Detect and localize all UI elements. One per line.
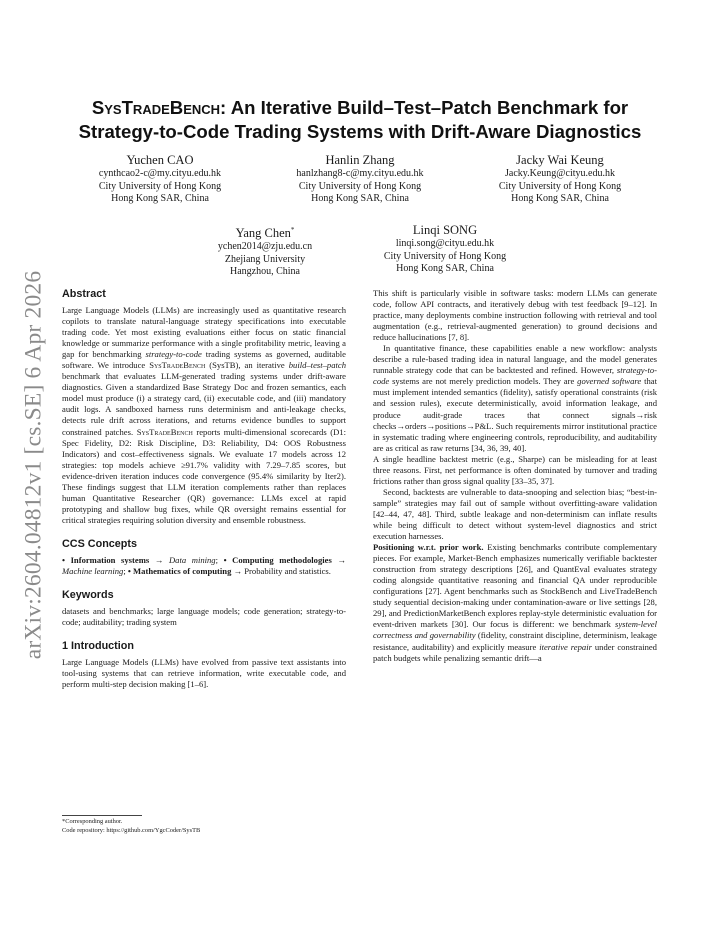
intro-text: Large Language Models (LLMs) have evolved from passive text assistants into tool-using systems that can retrieve information, write executable code, and perform multi-step decision making [1–6].	[62, 657, 346, 690]
author-affiliation: City University of Hong Kong	[498, 180, 622, 192]
author-name: Jacky Wai Keung	[516, 153, 604, 167]
abstract-heading: Abstract	[62, 288, 106, 300]
paragraph: A single headline backtest metric (e.g., Sharpe) can be misleading for at least three reasons. First, net performance is often dominated by turnover and trading frictions rather than gross signal quality [33–35, 37].	[373, 453, 657, 486]
author-block	[60, 153, 260, 206]
author-location: Hong Kong SAR, China	[396, 263, 494, 274]
title-line2: Strategy-to-Code Trading Systems with Drift-Aware Diagnostics	[78, 121, 642, 142]
right-column	[373, 288, 657, 664]
author-affiliation: City University of Hong Kong	[298, 180, 422, 192]
author-location: Hong Kong SAR, China	[311, 193, 409, 204]
author-block	[355, 223, 535, 279]
author-row-1	[60, 153, 660, 206]
author-row-2	[175, 223, 535, 279]
corresponding-mark: *	[290, 226, 295, 234]
author-block	[260, 153, 460, 206]
title-line1-rest: : An Iterative Build–Test–Patch Benchmark for	[220, 97, 629, 118]
author-affiliation: City University of Hong Kong	[383, 250, 507, 262]
intro-heading: 1 Introduction	[62, 640, 134, 653]
author-name: Linqi SONG	[412, 223, 478, 237]
author-email: ychen2014@zju.edu.cn	[217, 241, 313, 253]
author-name: Yang Chen*	[235, 226, 295, 241]
author-name: Yuchen CAO	[126, 153, 194, 167]
author-block	[175, 223, 355, 279]
paragraph: Second, backtests are vulnerable to data-snooping and selection bias; “best-in-sample” strategies may fail out of sample without overfitting-aware validation [42–44, 47, 48]. Third, subtle leakage and non-determinism can inflate results while being difficult to detect without system-level diagnostics and strict execution harnesses.	[373, 486, 657, 542]
paragraph: In quantitative finance, these capabilities enable a new workflow: analysts describe a rule-based trading idea in natural language, and the model generates runnable strategy code that can be backtested and refined. However, strategy-to-code systems are not merely prediction models. They are governed software that must implement intended semantics (fidelity), satisfy operational constraints (risk and session rules), execute deterministically, avoid information leakage, and produce audit-grade traces that connect signals→risk checks→orders→positions→P&L. Such requirements mirror institutional practice in systematic trading where engineering controls, reproducibility, and auditability are as critical as raw returns [34, 36, 39, 40].	[373, 343, 657, 453]
author-affiliation: City University of Hong Kong	[98, 180, 222, 192]
keywords-heading: Keywords	[62, 589, 114, 602]
ccs-text: • Information systems → Data mining; • Computing methodologies → Machine learning; • Mathematics of computing → Probability and statistics.	[62, 554, 346, 576]
author-email: linqi.song@cityu.edu.hk	[395, 238, 495, 249]
author-block	[460, 153, 660, 206]
author-affiliation: Zhejiang University	[224, 253, 306, 265]
paper-title	[40, 96, 680, 144]
keywords-text: datasets and benchmarks; large language models; code generation; strategy-to-code; auditability; trading system	[62, 606, 346, 628]
arxiv-identifier-stamp	[14, 270, 54, 660]
title-benchmark-name: SysTradeBench	[91, 97, 221, 118]
author-location: Hangzhou, China	[230, 266, 300, 278]
left-column	[62, 288, 346, 690]
abstract-text: Large Language Models (LLMs) are increasingly used as quantitative research copilots to translate natural-language strategy specifications into executable trading code. Yet most existing evaluations either focus on static financial knowledge or summarize performance with a single profitability metric, leaving a gap for benchmarking strategy-to-code trading systems as governed, auditable software. We introduce SysTradeBench (SysTB), an iterative build–test–patch benchmark that evaluates LLM-generated trading systems under drift-aware diagnostics. Given a standardized Base Strategy Doc and frozen semantics, each model must produce (i) a strategy card, (ii) executable code, and (iii) mandatory audit logs. A sandboxed harness runs determinism and anti-leakage checks, detects rule drift across iterations, and returns evidence bundles to support constrained patches. SysTradeBench reports multi-dimensional scorecards (D1: Spec Fidelity, D2: Risk Discipline, D3: Reliability, D4: OOS Robustness Indicators) and cost–effectiveness signals. We evaluate 17 models across 12 strategies: top models achieve ≥91.7% validity with 7.29–7.85 scores, but evidence-driven iteration induces code convergence (95.4% similarity by Iter2). These findings suggest that LLM iteration complements rather than replaces human Quantitative Researcher (QR) governance: LLMs excel at rapid prototyping and shallow bug fixes, while QR oversight remains essential for critical strategies requiring solution diversity and ensemble robustness.	[62, 305, 347, 525]
footnote-repository: Code repository: https://github.com/YgcCoder/SysTB	[62, 826, 201, 834]
author-name: Hanlin Zhang	[325, 153, 395, 167]
paragraph: Positioning w.r.t. prior work. Existing benchmarks contribute complementary pieces. For example, Market-Bench emphasizes numerically verifiable backtester construction from strategy descriptions [26], and QuantEval evaluates strategy coding alongside quantitative reasoning and financial QA under reproducible configurations [27]. Agent benchmarks such as StockBench and LiveTradeBench study sequential decision-making under contamination-aware or live settings [28, 29], and PredictionMarketBench explores replay-style deterministic evaluation for event-driven markets [30]. Our focus is different: we benchmark system-level correctness and governability (fidelity, constraint discipline, determinism, leakage resistance, auditability) and explicitly measure iterative repair under constrained patch budgets while penalizing semantic drift—a	[373, 542, 658, 663]
ccs-heading: CCS Concepts	[62, 537, 137, 550]
arxiv-id-text: arXiv:2604.04812v1 [cs.SE] 6 Apr 2026	[20, 270, 47, 660]
author-location: Hong Kong SAR, China	[511, 193, 609, 204]
author-email: hanlzhang8-c@my.cityu.edu.hk	[296, 168, 424, 179]
footnote-rule	[62, 815, 142, 816]
footnote-corresponding: *Corresponding author.	[62, 818, 123, 825]
author-email: Jacky.Keung@cityu.edu.hk	[505, 168, 615, 179]
paragraph: This shift is particularly visible in software tasks: modern LLMs can generate code, follow API contracts, and iteratively debug with test feedback [9–12]. In practice, many deployments combine instruction following with retrieval and tool augmentation (e.g., retrieval-augmented generation) to ground decisions and reduce hallucinations [7, 8].	[373, 288, 657, 343]
footnotes	[62, 815, 346, 835]
author-location: Hong Kong SAR, China	[111, 193, 209, 204]
author-email: cynthcao2-c@my.cityu.edu.hk	[98, 168, 222, 179]
